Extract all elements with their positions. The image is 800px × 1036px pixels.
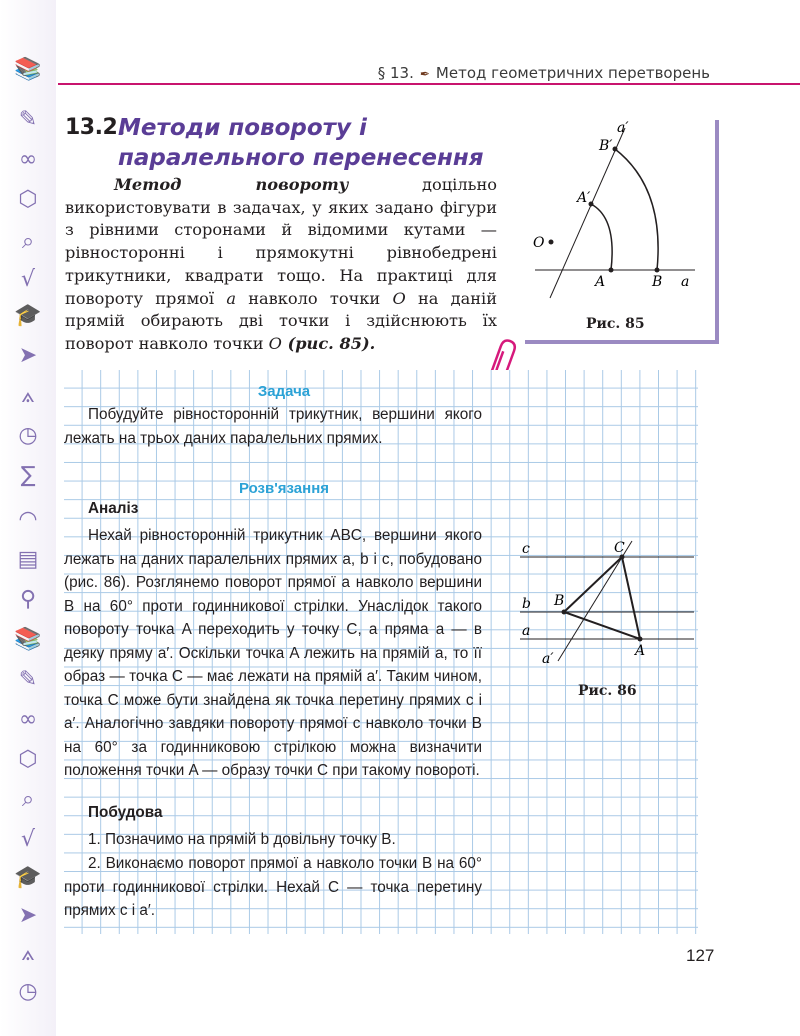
graduation-cap-icon: 🎓: [14, 865, 42, 890]
header-rule: [58, 83, 800, 85]
graduation-cap-icon: 🎓: [14, 303, 42, 328]
sqrt-icon: √: [20, 267, 36, 292]
point-b: [562, 610, 567, 615]
label-b-point: B: [554, 593, 565, 609]
clock-icon: ◷: [18, 979, 38, 1004]
task-text: Побудуйте рівносторонній трикутник, вершини якого лежать на трьох даних паралельних прямих.: [64, 406, 482, 447]
running-header: [378, 64, 710, 82]
glasses-icon: ∞: [18, 147, 38, 172]
line-a-prime: [550, 128, 625, 298]
triangle-abc: [564, 557, 640, 639]
sqrt-icon: √: [20, 827, 36, 852]
formula-icon: ∑: [20, 463, 36, 488]
books-icon: 📚: [14, 57, 42, 82]
figure-86-caption: Рис. 86: [578, 683, 637, 699]
intro-term: Метод повороту: [114, 175, 349, 194]
label-c-point: C: [614, 540, 625, 556]
section-name: Метод геометричних перетворень: [435, 64, 710, 82]
label-line-b: b: [522, 596, 531, 612]
paper-plane-icon: ➤: [18, 343, 38, 368]
construction-step-2: 2. Виконаємо поворот прямої a навколо точки B на 60° проти годинникової стрілки. Нехай C — точка перетину прямих c і a′.: [64, 855, 482, 919]
section-number: 13.2.: [65, 115, 126, 140]
label-a-point: A: [635, 643, 646, 659]
label-a-prime: a′: [617, 120, 629, 136]
label-o: O: [533, 235, 545, 251]
label-line-a: a: [522, 623, 531, 639]
compass-tool-icon: ⟑: [21, 941, 35, 966]
notebook-icon: ▤: [17, 547, 39, 572]
figure-85-caption: Рис. 85: [586, 316, 645, 332]
pushpin-icon: ⚲: [19, 587, 37, 612]
label-a-point: A: [595, 274, 606, 290]
intro-var-a: a: [226, 288, 236, 308]
compass-icon: ✎: [18, 107, 38, 132]
glasses-icon: ∞: [18, 707, 38, 732]
clock-icon: ◷: [18, 423, 38, 448]
cube-icon: ⬡: [18, 187, 38, 212]
compass-tool-icon: ⟑: [21, 383, 35, 408]
intro-var-o2: O: [268, 333, 282, 353]
intro-text-1: доцільно використовувати в задачах, у яких задано фігури з рівними сторонами й відомими кутами — рівносторонні і прямокутні рівнобедрені трикутники, квадрати тощо. На практиці для повороту прямої: [65, 175, 497, 308]
section-ref: § 13.: [377, 64, 414, 82]
label-a-prime: a′: [542, 651, 554, 667]
construction-heading: Побудова: [88, 804, 163, 821]
label-line-a: a: [681, 274, 690, 290]
figure-85: [525, 118, 715, 318]
magnifier-icon: ⌕: [21, 787, 35, 812]
analysis-text: Нехай рівносторонній трикутник ABC, вершини якого лежать на даних паралельних прямих a, b і c, побудовано (рис. 86). Розглянемо поворот прямої a навколо вершини B на 60° проти годинникової стрілки. Унаслідок такого повороту точка A переходить у точку C, а пряма a — в деяку пряму a′. Оскільки точка A лежить на прямій a, то її образ — точка C — має лежати на прямій a′. Таким чином, точка C може бути знайдена як точка перетину прямих c і a′. Аналогічно завдяки повороту прямої c навколо точки B на 60° за годинниковою стрілкою можна визначити положення точки A — образу точки C при такому повороті.: [64, 527, 482, 779]
intro-text-3: на даній прямій обирають дві точки і здійснюють їх поворот навколо точки: [65, 288, 497, 353]
point-a: [609, 268, 614, 273]
arc-b: [615, 149, 658, 270]
paper-plane-icon: ➤: [18, 903, 38, 928]
cube-icon: ⬡: [18, 747, 38, 772]
protractor-icon: ◠: [18, 507, 38, 532]
label-b-point: B: [652, 274, 663, 290]
intro-var-o: O: [392, 288, 406, 308]
analysis-heading: Аналіз: [88, 500, 139, 517]
section-title: Методи повороту і паралельного перенесення: [118, 115, 484, 171]
label-line-c: c: [522, 541, 530, 557]
intro-text-2: навколо точки: [235, 288, 393, 308]
books-icon: 📚: [14, 627, 42, 652]
magnifier-icon: ⌕: [21, 229, 35, 254]
task-heading: Задача: [257, 383, 311, 400]
intro-text-4: (рис. 85).: [281, 333, 376, 353]
point-b: [655, 268, 660, 273]
intro-paragraph: [65, 174, 497, 356]
quill-icon: ✒: [419, 67, 430, 81]
compass-icon: ✎: [18, 667, 38, 692]
construction-step-1: 1. Позначимо на прямій b довільну точку B.: [88, 831, 396, 848]
label-b-prime: B′: [599, 138, 613, 154]
solution-heading: Розв'язання: [238, 480, 330, 497]
figure-86: [514, 535, 700, 675]
point-o: [549, 240, 554, 245]
label-a-prime-point: A′: [577, 190, 591, 206]
point-a: [638, 637, 643, 642]
point-b-prime: [613, 147, 618, 152]
page-number: 127: [686, 946, 715, 965]
arc-a: [591, 204, 612, 270]
